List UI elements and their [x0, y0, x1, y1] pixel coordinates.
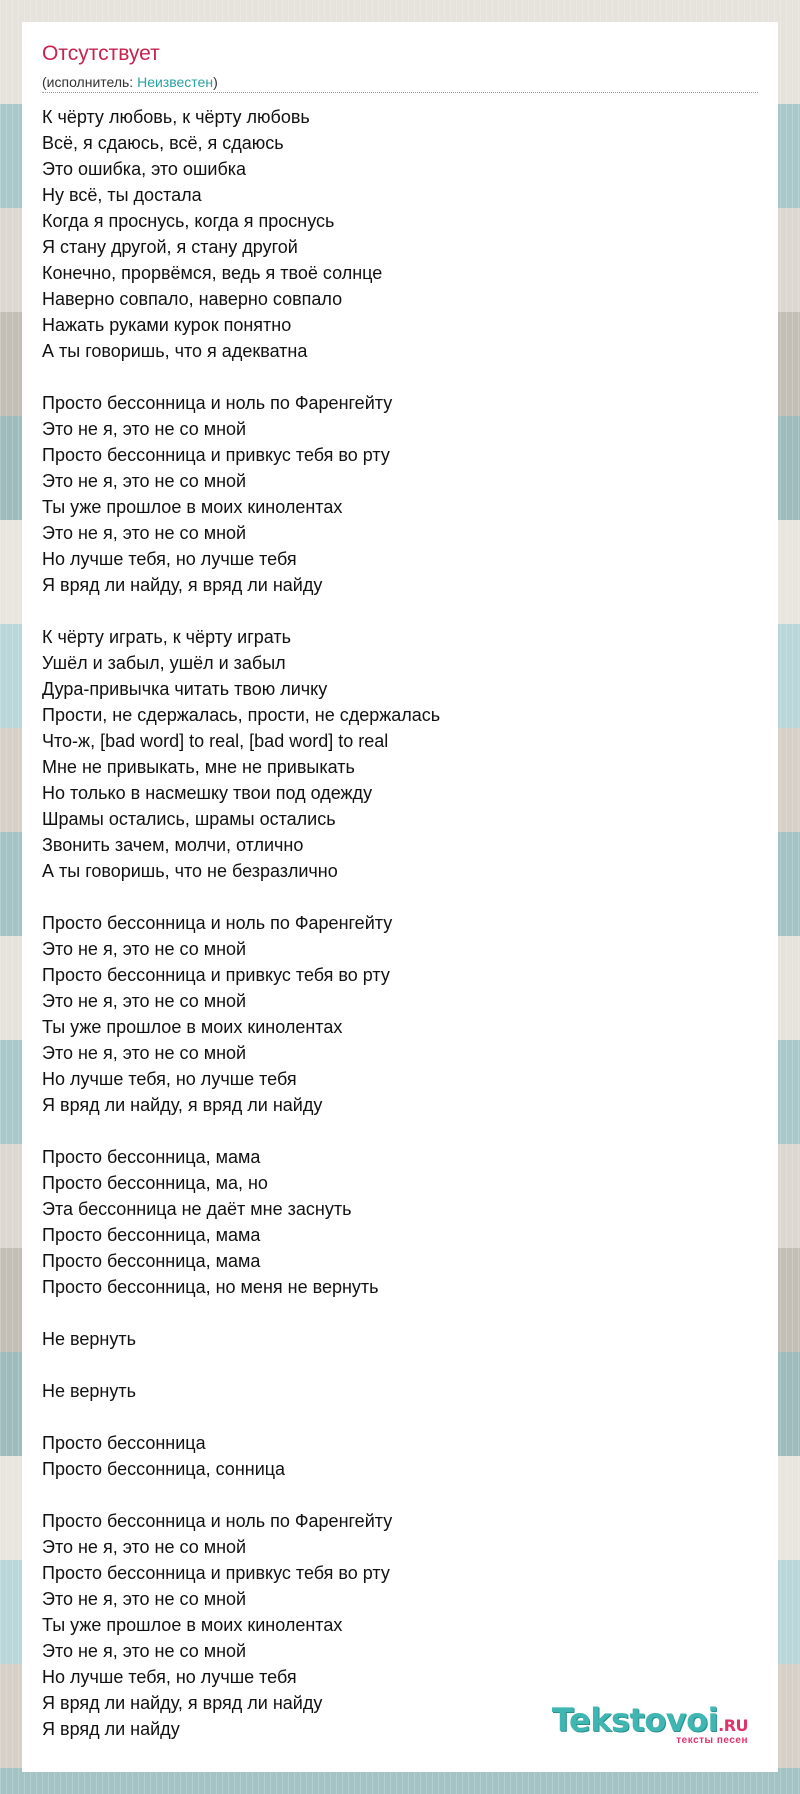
lyric-line — [42, 1352, 758, 1378]
lyric-line: Ты уже прошлое в моих кинолентах — [42, 1017, 343, 1037]
artist-prefix: (исполнитель: — [42, 74, 138, 90]
lyric-line: Просто бессонница и ноль по Фаренгейту — [42, 1511, 393, 1531]
song-title: Отсутствует — [42, 42, 160, 65]
lyric-line: Это не я, это не со мной — [42, 1537, 247, 1557]
lyric-line: Это ошибка, это ошибка — [42, 159, 247, 179]
lyric-line: Ушёл и забыл, ушёл и забыл — [42, 653, 286, 673]
lyric-line: К чёрту любовь, к чёрту любовь — [42, 107, 310, 127]
lyric-line: Ну всё, ты достала — [42, 185, 202, 205]
lyric-line: Просто бессонница и привкус тебя во рту — [42, 965, 390, 985]
site-logo[interactable] — [552, 1701, 748, 1746]
lyric-line: Но лучше тебя, но лучше тебя — [42, 549, 297, 569]
lyric-line: Просто бессонница, но меня не вернуть — [42, 1277, 379, 1297]
lyric-line: Я вряд ли найду, я вряд ли найду — [42, 1095, 323, 1115]
lyric-line — [42, 1404, 758, 1430]
lyric-line: Когда я проснусь, когда я проснусь — [42, 211, 335, 231]
lyric-line: Просто бессонница, ма, но — [42, 1173, 268, 1193]
logo-tld: .RU — [718, 1716, 748, 1735]
lyric-line: Звонить зачем, молчи, отлично — [42, 835, 304, 855]
lyric-line: Это не я, это не со мной — [42, 1043, 247, 1063]
lyric-line: Это не я, это не со мной — [42, 939, 247, 959]
lyric-line: Прости, не сдержалась, прости, не сдержалась — [42, 705, 441, 725]
lyric-line: Я стану другой, я стану другой — [42, 237, 298, 257]
lyric-line: Дура-привычка читать твою личку — [42, 679, 328, 699]
lyric-line: А ты говоришь, что не безразлично — [42, 861, 338, 881]
lyric-line: Не вернуть — [42, 1381, 136, 1401]
lyric-line: Просто бессонница — [42, 1433, 206, 1453]
lyric-line: К чёрту играть, к чёрту играть — [42, 627, 292, 647]
lyric-line: Я вряд ли найду — [42, 1719, 180, 1739]
lyric-line — [42, 1482, 758, 1508]
logo-tagline: тексты песен — [676, 1735, 748, 1746]
lyric-line: Это не я, это не со мной — [42, 471, 247, 491]
artist-suffix: ) — [213, 74, 218, 90]
lyric-line: Просто бессонница и ноль по Фаренгейту — [42, 913, 393, 933]
lyric-line: Что-ж, [bad word] to real, [bad word] to real — [42, 731, 389, 751]
lyrics-text — [42, 104, 758, 1742]
lyric-line: Просто бессонница, сонница — [42, 1459, 286, 1479]
lyric-line — [42, 364, 758, 390]
lyric-line — [42, 1118, 758, 1144]
lyric-line: Это не я, это не со мной — [42, 419, 247, 439]
lyric-line: А ты говоришь, что я адекватна — [42, 341, 308, 361]
lyric-line: Не вернуть — [42, 1329, 136, 1349]
lyric-line: Ты уже прошлое в моих кинолентах — [42, 1615, 343, 1635]
logo-main-text: Tekstovoi — [551, 1701, 719, 1739]
lyric-line: Это не я, это не со мной — [42, 991, 247, 1011]
lyric-line — [42, 1300, 758, 1326]
lyric-line: Просто бессонница и привкус тебя во рту — [42, 1563, 390, 1583]
lyric-line: Конечно, прорвёмся, ведь я твоё солнце — [42, 263, 383, 283]
title-divider — [42, 92, 758, 93]
lyrics-card — [22, 22, 778, 1772]
lyric-line: Шрамы остались, шрамы остались — [42, 809, 336, 829]
lyric-line: Но лучше тебя, но лучше тебя — [42, 1069, 297, 1089]
artist-line — [42, 74, 218, 90]
lyric-line: Я вряд ли найду, я вряд ли найду — [42, 1693, 323, 1713]
lyric-line: Просто бессонница, мама — [42, 1251, 261, 1271]
lyric-line: Эта бессонница не даёт мне заснуть — [42, 1199, 352, 1219]
lyric-line: Но только в насмешку твои под одежду — [42, 783, 373, 803]
lyric-line: Я вряд ли найду, я вряд ли найду — [42, 575, 323, 595]
lyric-line: Просто бессонница, мама — [42, 1147, 261, 1167]
lyric-line: Просто бессонница и привкус тебя во рту — [42, 445, 390, 465]
lyric-line: Ты уже прошлое в моих кинолентах — [42, 497, 343, 517]
artist-link[interactable]: Неизвестен — [137, 74, 214, 90]
lyric-line — [42, 884, 758, 910]
lyric-line: Всё, я сдаюсь, всё, я сдаюсь — [42, 133, 284, 153]
lyric-line: Это не я, это не со мной — [42, 523, 247, 543]
lyric-line — [42, 598, 758, 624]
lyric-line: Просто бессонница и ноль по Фаренгейту — [42, 393, 393, 413]
lyric-line: Это не я, это не со мной — [42, 1589, 247, 1609]
lyric-line: Наверно совпало, наверно совпало — [42, 289, 343, 309]
lyric-line: Но лучше тебя, но лучше тебя — [42, 1667, 297, 1687]
lyric-line: Нажать руками курок понятно — [42, 315, 292, 335]
lyric-line: Это не я, это не со мной — [42, 1641, 247, 1661]
lyric-line: Просто бессонница, мама — [42, 1225, 261, 1245]
lyric-line: Мне не привыкать, мне не привыкать — [42, 757, 355, 777]
logo-wordmark — [552, 1701, 748, 1739]
